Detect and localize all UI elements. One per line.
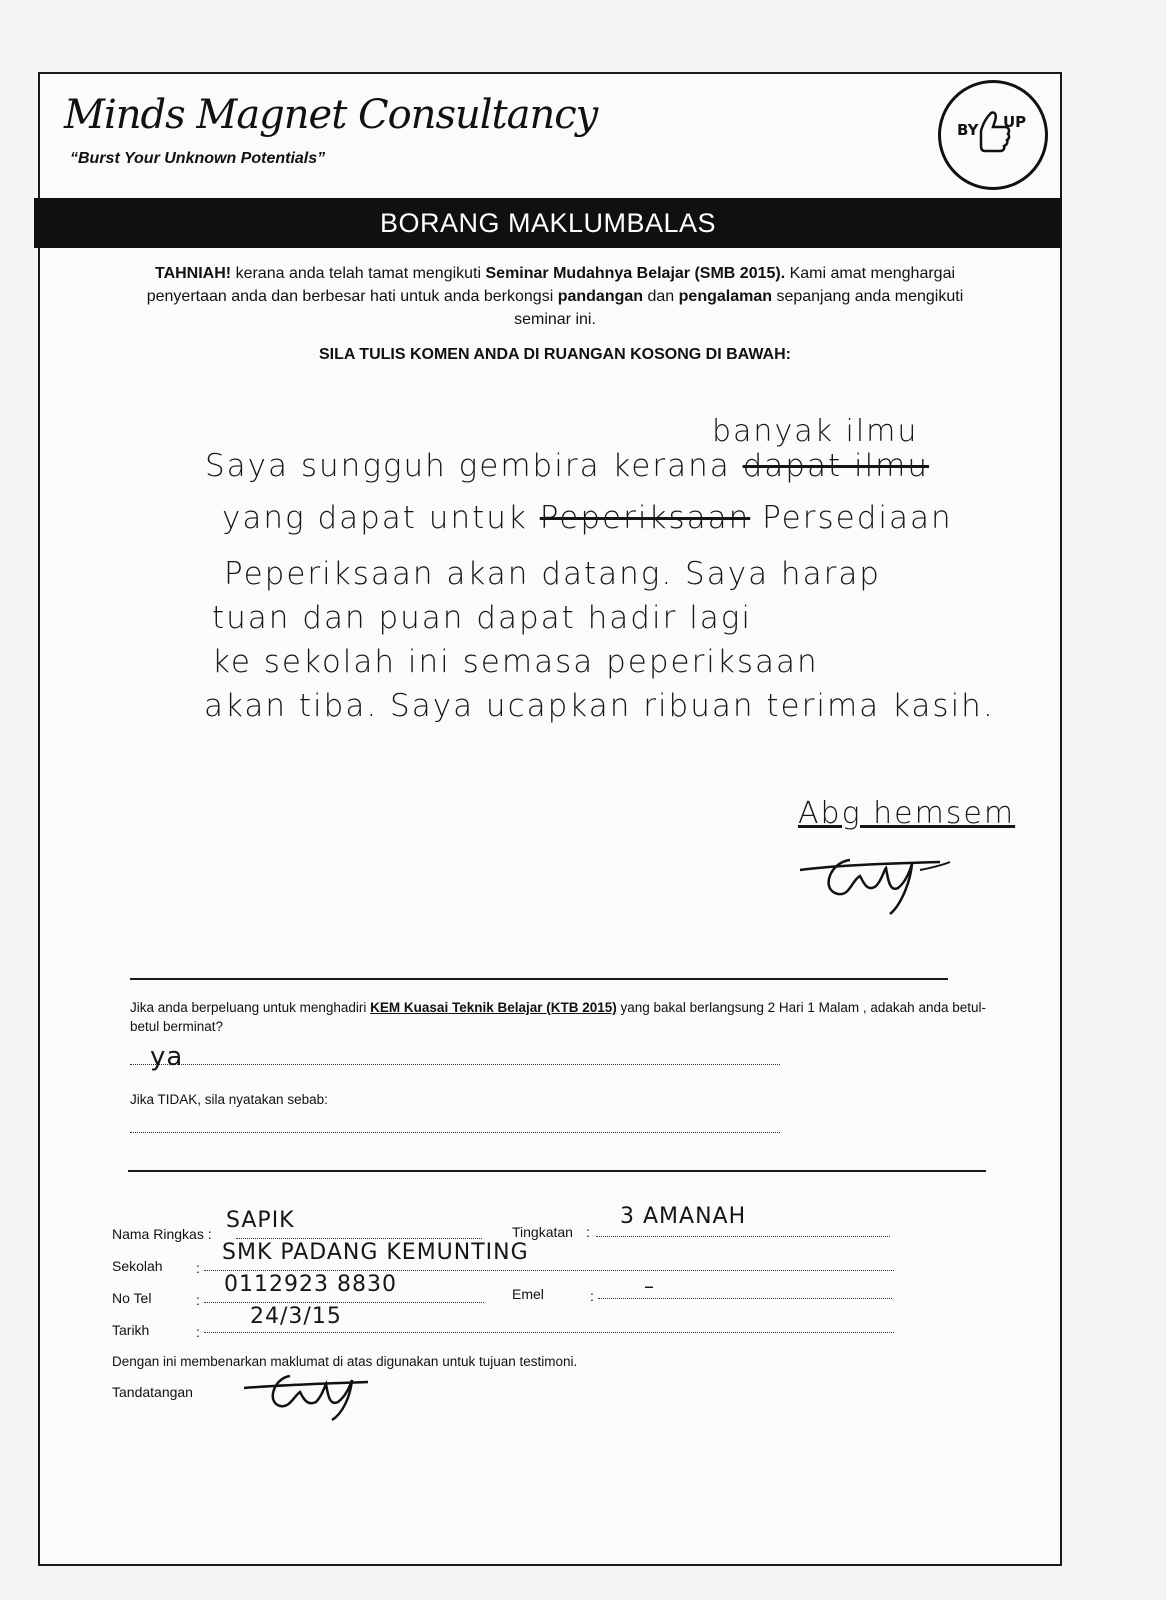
kem-question-a: Jika anda berpeluang untuk menghadiri <box>130 1000 371 1015</box>
comment-line-6: akan tiba. Saya ucapkan ribuan terima kasih. <box>204 688 995 724</box>
pengalaman-text: pengalaman <box>678 288 772 305</box>
tarikh-label: Tarikh <box>112 1322 150 1338</box>
tarikh-colon: : <box>196 1324 200 1340</box>
form-title-banner: BORANG MAKLUMBALAS <box>34 198 1062 248</box>
comment-line-2-text: yang dapat untuk <box>222 500 540 536</box>
consent-text: Dengan ini membenarkan maklumat di atas digunakan untuk tujuan testimoni. <box>112 1354 578 1369</box>
tahniah-text: TAHNIAH! <box>154 265 232 282</box>
emel-line <box>598 1298 892 1299</box>
comment-line-4: tuan dan puan dapat hadir lagi <box>212 600 753 636</box>
badge-left-text: BY <box>957 121 979 139</box>
intro-dan: dan <box>643 288 679 305</box>
form-signature <box>238 1362 388 1422</box>
divider-1 <box>130 978 948 980</box>
notel-line <box>204 1302 484 1303</box>
nama-label: Nama Ringkas : <box>112 1226 212 1242</box>
comment-line-5: ke sekolah ini semasa peperiksaan <box>212 644 819 680</box>
emel-colon: : <box>590 1288 594 1304</box>
intro-text-c: sepanjang anda mengikuti seminar ini. <box>514 288 964 328</box>
comment-line-1-struck: dapat ilmu <box>742 448 930 484</box>
kem-answer: ya <box>150 1042 184 1072</box>
badge-right-text: UP <box>1003 113 1027 131</box>
nama-value: SAPIK <box>226 1208 295 1233</box>
tandatangan-label: Tandatangan <box>112 1384 193 1400</box>
comment-instruction: SILA TULIS KOMEN ANDA DI RUANGAN KOSONG DI BAWAH: <box>319 346 791 363</box>
emel-value: – <box>644 1274 655 1298</box>
comment-line-3: Peperiksaan akan datang. Saya harap <box>224 556 881 592</box>
comment-line-2 <box>222 500 953 536</box>
comment-signoff: Abg hemsem <box>798 796 1016 831</box>
tarikh-line <box>204 1332 894 1333</box>
sekolah-label: Sekolah <box>112 1258 163 1274</box>
tingkatan-colon: : <box>586 1224 590 1240</box>
pandangan-text: pandangan <box>557 288 644 305</box>
notel-label: No Tel <box>112 1290 152 1306</box>
divider-2 <box>128 1170 986 1172</box>
comment-line-1 <box>205 448 929 484</box>
answer-line-2 <box>130 1132 780 1133</box>
sekolah-value: SMK PADANG KEMUNTING <box>222 1240 529 1265</box>
sekolah-colon: : <box>196 1260 200 1276</box>
comment-signature <box>790 840 970 920</box>
tarikh-value: 24/3/15 <box>250 1304 342 1329</box>
comment-line-2-tail: Persediaan <box>750 500 953 536</box>
tingkatan-value: 3 AMANAH <box>620 1204 747 1229</box>
kem-question-b: yang bakal berlangsung 2 Hari 1 Malam , adakah anda betul-betul berminat? <box>130 1000 986 1034</box>
seminar-name: Seminar Mudahnya Belajar (SMB 2015). <box>485 265 786 282</box>
sekolah-line <box>204 1270 894 1271</box>
company-logo: Minds Magnet Consultancy <box>64 92 598 138</box>
kem-name: KEM Kuasai Teknik Belajar (KTB 2015) <box>370 1000 617 1015</box>
kem-question <box>130 998 990 1036</box>
tingkatan-line <box>596 1236 890 1237</box>
nama-line <box>236 1238 482 1239</box>
notel-colon: : <box>196 1292 200 1308</box>
company-tagline: “Burst Your Unknown Potentials” <box>70 150 326 167</box>
intro-text-a: kerana anda telah tamat mengikuti <box>231 265 486 282</box>
intro-text-b: Kami amat menghargai penyertaan anda dan berbesar hati untuk anda berkongsi <box>146 265 956 305</box>
comment-insert: banyak ilmu <box>712 414 919 449</box>
notel-value: 0112923 8830 <box>224 1272 397 1297</box>
byup-badge <box>938 80 1048 190</box>
comment-line-2-struck: Peperiksaan <box>539 500 751 536</box>
reason-question: Jika TIDAK, sila nyatakan sebab: <box>130 1092 328 1107</box>
emel-label: Emel <box>512 1286 544 1302</box>
thumbs-up-icon <box>973 109 1013 159</box>
tingkatan-label: Tingkatan <box>512 1224 573 1240</box>
intro-paragraph <box>130 262 980 331</box>
comment-line-1-text: Saya sungguh gembira kerana <box>205 448 743 484</box>
answer-line-1 <box>130 1064 780 1065</box>
